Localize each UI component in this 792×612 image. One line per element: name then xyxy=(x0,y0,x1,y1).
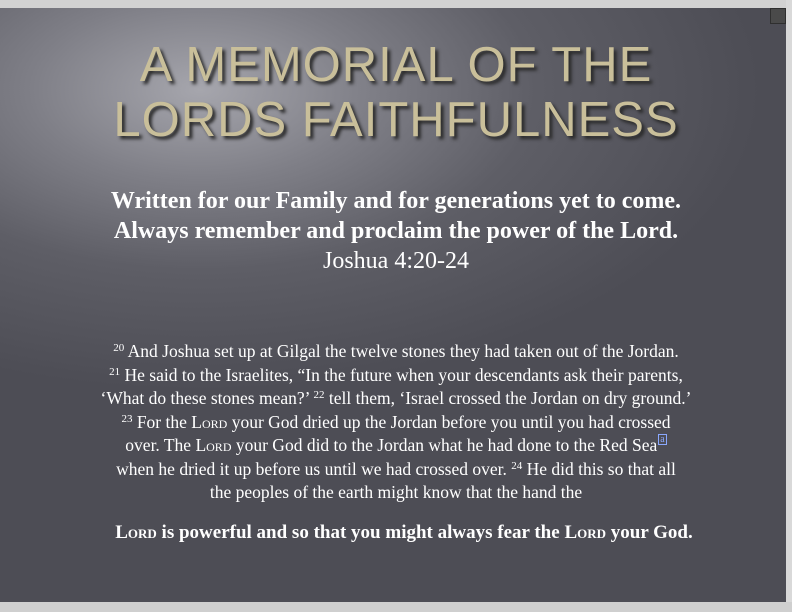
verse-text: ‘What do these stones mean?’ xyxy=(100,388,314,408)
verse-text: tell them, ‘Israel crossed the Jordan on dry ground.’ xyxy=(324,388,692,408)
verse-number: 23 xyxy=(121,412,133,425)
verse-text: is powerful and so that you might always fear the xyxy=(156,522,565,543)
verse-line-3 xyxy=(18,387,774,411)
verse-number: 22 xyxy=(313,389,325,401)
frame-top xyxy=(0,0,792,8)
title-line-2: LORDS FAITHFULNESS xyxy=(113,93,679,147)
title-line-1: A MEMORIAL OF THE xyxy=(139,38,653,92)
verse-text: For the xyxy=(132,411,192,432)
slide-title xyxy=(30,38,762,148)
verse-number: 21 xyxy=(109,365,121,378)
subtitle-line-2: Always remember and proclaim the power of the Lord. xyxy=(113,218,679,244)
verse-text: over. The xyxy=(125,435,196,455)
verse-text: And Joshua set up at Gilgal the twelve stones they had taken out of the Jordan. xyxy=(124,341,679,361)
lord-smallcaps: Lord xyxy=(191,411,228,432)
verse-line-4 xyxy=(18,411,774,435)
lord-smallcaps: Lord xyxy=(115,522,157,543)
verse-line-8 xyxy=(20,522,788,544)
frame-bottom xyxy=(0,602,792,612)
subtitle-line-1: Written for our Family and for generations yet to come. xyxy=(110,188,682,214)
subtitle-block xyxy=(20,186,772,276)
scripture-reference: Joshua 4:20-24 xyxy=(323,248,469,274)
verse-number: 24 xyxy=(511,459,523,472)
footnote-link[interactable]: a xyxy=(660,434,665,445)
verse-text: your God did to the Jordan what he had done to the Red Sea xyxy=(231,435,658,455)
verse-number: 20 xyxy=(113,342,125,354)
corner-square-icon xyxy=(770,8,786,24)
verse-text: your God dried up the Jordan before you until you had crossed xyxy=(227,411,671,432)
verse-line-2 xyxy=(18,364,774,388)
lord-smallcaps: Lord xyxy=(564,522,606,543)
verse-text: He did this so that all xyxy=(522,458,676,479)
scripture-passage xyxy=(18,340,774,505)
verse-line-6 xyxy=(18,458,774,482)
verse-line-5 xyxy=(18,434,774,458)
frame-right xyxy=(786,0,792,612)
verse-line-1 xyxy=(18,340,774,364)
lord-smallcaps: Lord xyxy=(195,435,232,455)
verse-text: when he dried it up before us until we had crossed over. xyxy=(116,458,512,479)
verse-text: He said to the Israelites, “In the future when your descendants ask their parents, xyxy=(120,364,683,385)
verse-line-7: the peoples of the earth might know that the hand the xyxy=(209,482,583,502)
verse-text: your God. xyxy=(606,522,693,543)
